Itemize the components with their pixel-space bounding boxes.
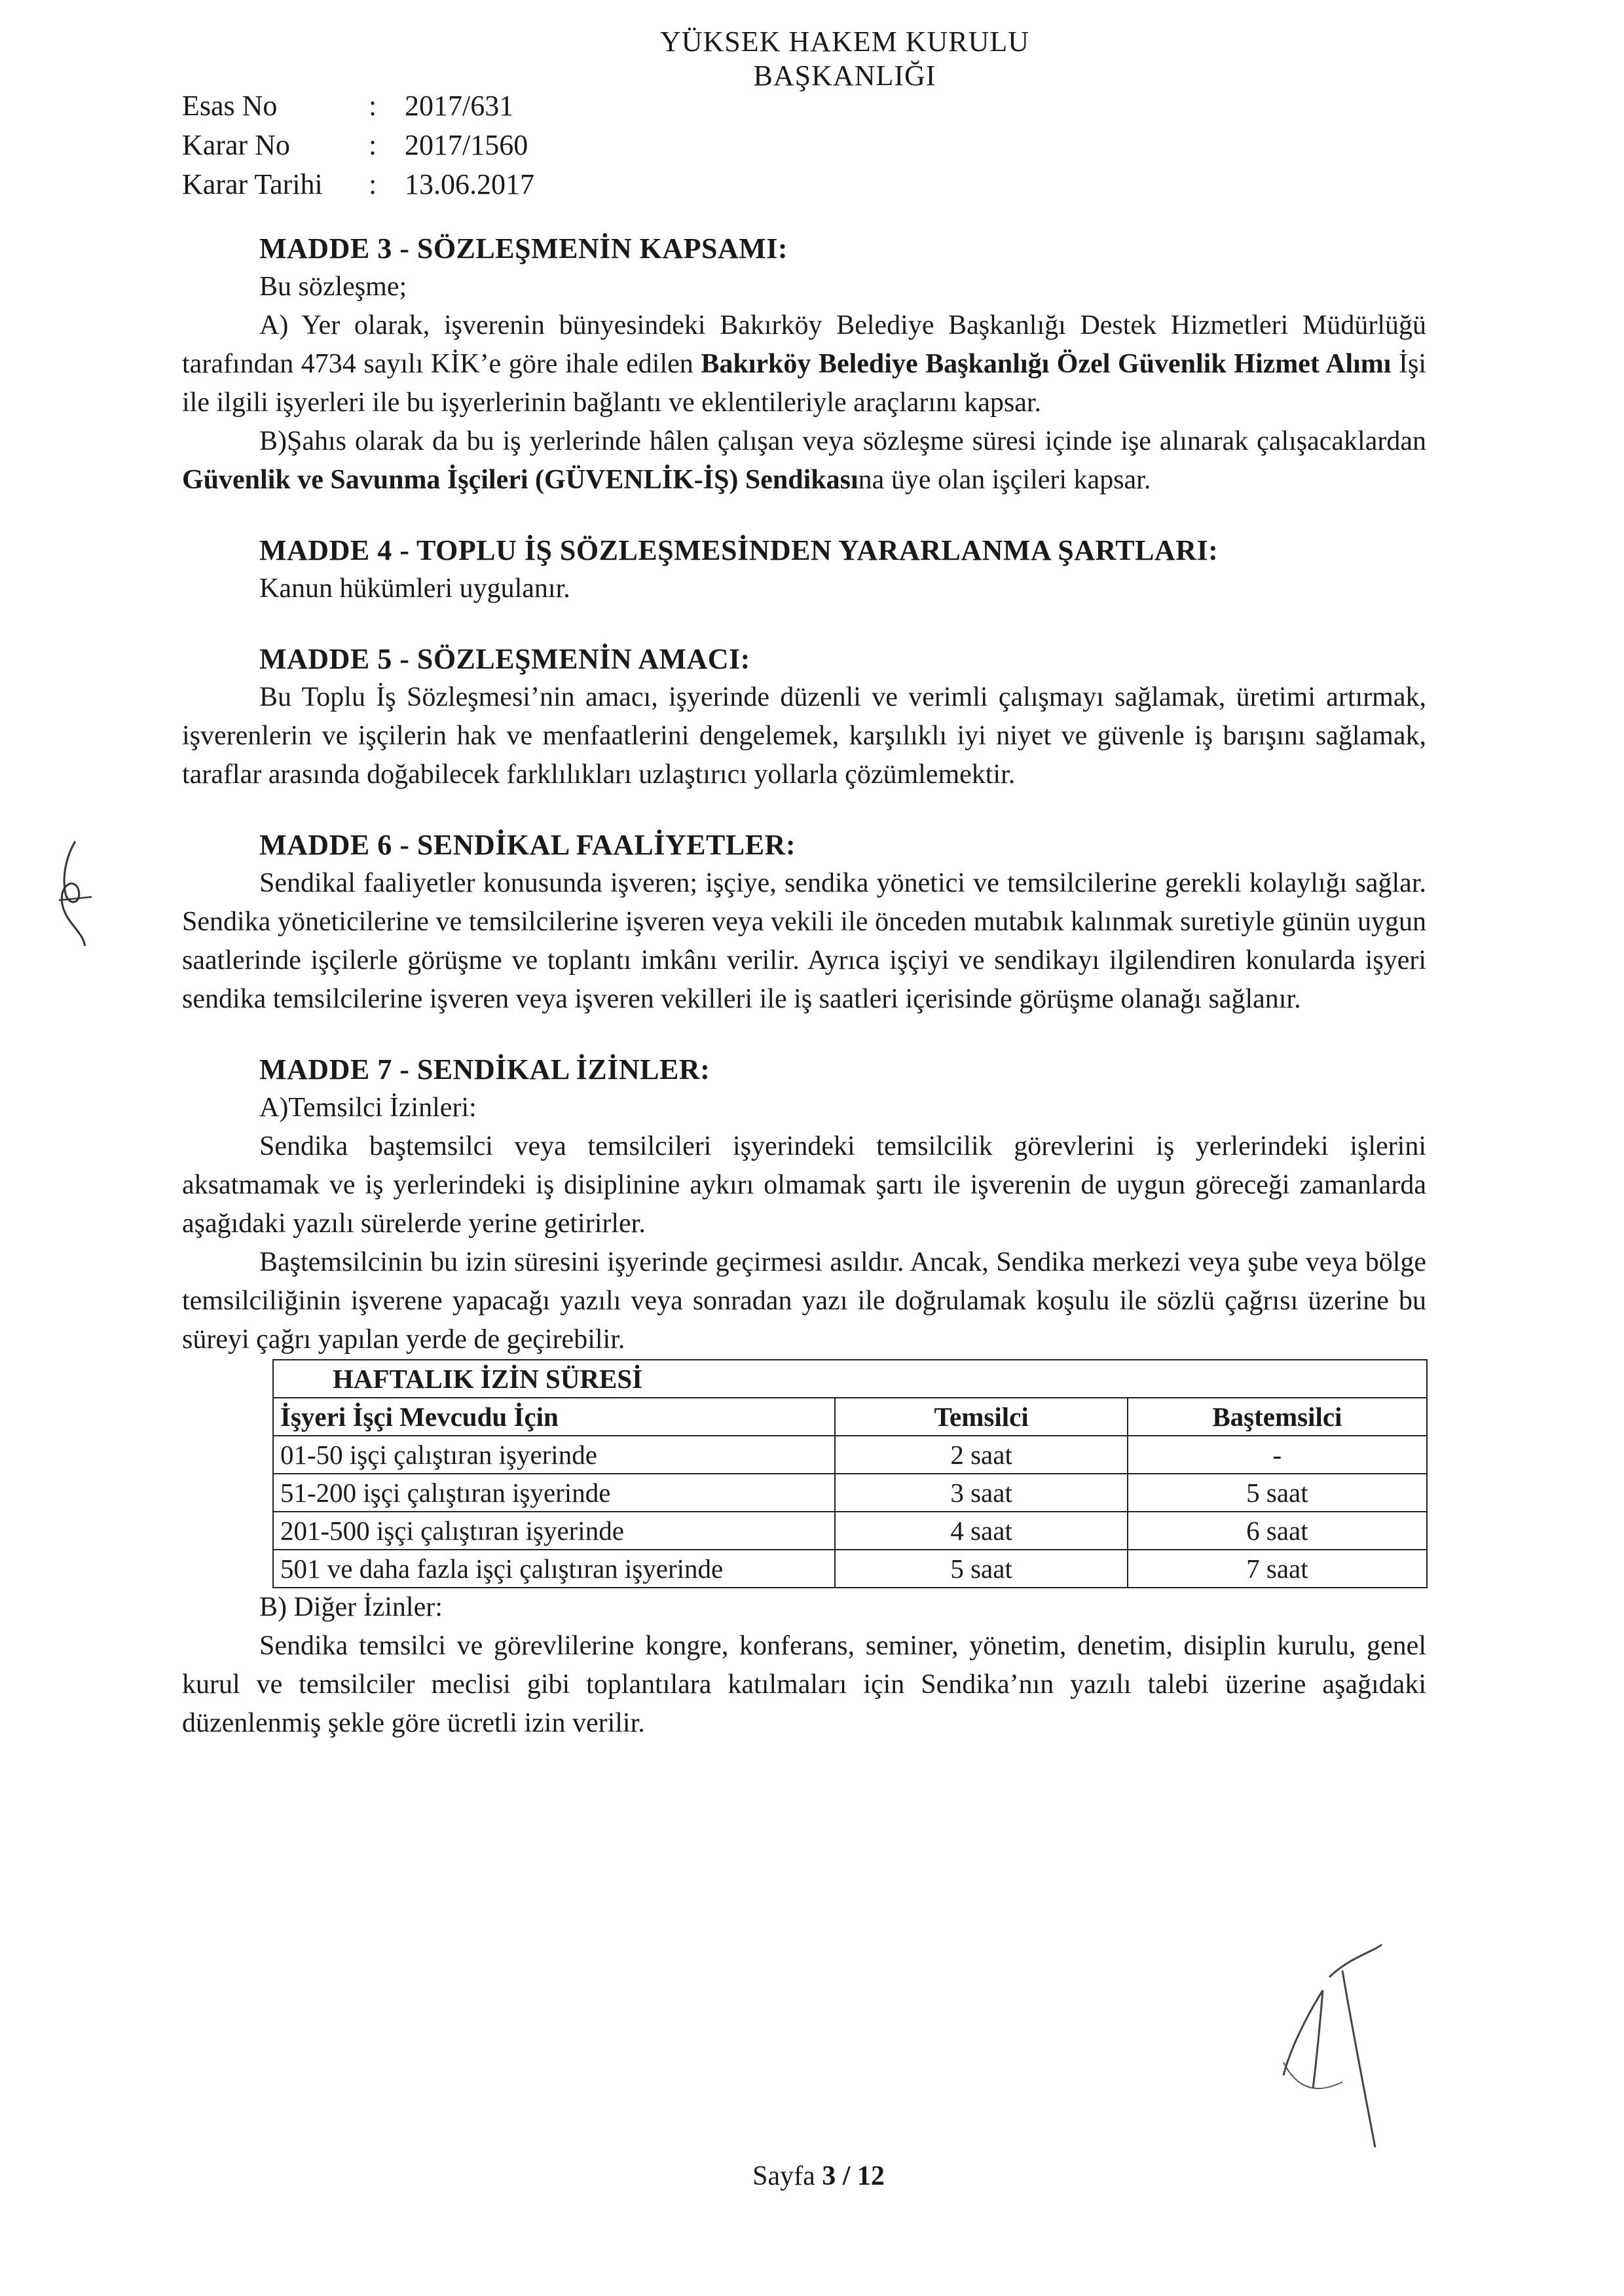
table-cell: 6 saat <box>1128 1512 1427 1550</box>
madde-6-text: Sendikal faaliyetler konusunda işveren; işçiye, sendika yönetici ve temsilcilerine gerekli kolaylığı sağlar. Sendika yöneticilerine ve temsilcilerine işveren veya vekili ile önceden mutabık kalınmak suretiyle günün uygun saatlerinde işçilerle görüşme ve toplantı imkânı verilir. Ayrıca işçiyi ve sendikayı ilgilendiren konularda işyeri sendika temsilcilerine işveren veya işveren vekilleri ile iş saatleri içerisinde görüşme olanağı sağlanır. <box>182 868 1426 1014</box>
esas-no-value: 2017/631 <box>405 90 514 122</box>
clause-a-text: A) Yer olarak, işverenin bünyesindeki Bakırköy Belediye Başkanlığı Destek Hizmetleri Müdürlüğü tarafından 4734 sayılı KİK’e göre ihale edilen <box>182 310 1426 379</box>
header-bastemsilci: Baştemsilci <box>1128 1398 1427 1436</box>
madde-3-title: MADDE 3 - SÖZLEŞMENİN KAPSAMI: <box>259 232 788 264</box>
margin-initials-signature <box>46 838 105 949</box>
org-department: BAŞKANLIĞI <box>753 60 936 92</box>
karar-tarihi-value: 13.06.2017 <box>405 168 534 200</box>
table-cell: - <box>1128 1436 1427 1474</box>
madde-7-a-heading: A)Temsilci İzinleri: <box>259 1093 477 1123</box>
spacer <box>182 500 1426 531</box>
madde-5-text: Bu Toplu İş Sözleşmesi’nin amacı, işyerinde düzenli ve verimli çalışmayı sağlamak, üretimi artırmak, işverenlerin ve işçilerin hak ve menfaatlerini dengelemek, karşılıklı iyi niyet ve güvenle iş barışını sağlamak, taraflar arasında doğabilecek farklılıkları uzlaştırıcı yollarla çözümlemektir. <box>182 682 1426 790</box>
table-cell: 2 saat <box>835 1436 1127 1474</box>
madde-3-clause-b <box>182 422 1426 500</box>
karar-no-label: Karar No <box>182 129 290 161</box>
document-body <box>182 229 1426 1743</box>
header-organization <box>550 25 1139 93</box>
meta-colon: : <box>369 129 377 161</box>
signature-bottom-right <box>1244 1931 1441 2167</box>
clause-b-text: B)Şahıs olarak da bu iş yerlerinde hâlen çalışan veya sözleşme süresi içinde işe alınarak çalışacaklardan <box>259 426 1426 456</box>
meta-colon: : <box>369 168 377 200</box>
clause-b-tail: na üye olan işçileri kapsar. <box>858 465 1151 495</box>
madde-5-title: MADDE 5 - SÖZLEŞMENİN AMACI: <box>259 643 750 675</box>
clause-a-tail: İşi ile ilgili işyerleri ile bu işyerlerinin bağlantı ve eklentileriyle araçlarını kapsar. <box>182 349 1427 418</box>
madde-3-clause-a <box>182 306 1426 422</box>
madde-7-a-paragraph-2: Baştemsilcinin bu izin süresini işyerinde geçirmesi asıldır. Ancak, Sendika merkezi veya şube veya bölge temsilciliğinin işverene yapacağı yazılı veya sonradan yazı ile doğrulamak koşulu ile sözlü çağrısı üzerine bu süreyi çağrı yapılan yerde de geçirebilir. <box>182 1247 1426 1355</box>
page-current: 3 <box>822 2161 836 2191</box>
table-row <box>273 1512 1427 1550</box>
table-cell: 7 saat <box>1128 1550 1427 1588</box>
case-meta-row-esas <box>182 86 534 126</box>
page-total: 12 <box>857 2161 885 2191</box>
madde-6-title: MADDE 6 - SENDİKAL FAALİYETLER: <box>259 829 796 861</box>
table-cell: 3 saat <box>835 1474 1127 1512</box>
karar-no-value: 2017/1560 <box>405 129 528 161</box>
table-cell: 01-50 işçi çalıştıran işyerinde <box>273 1436 835 1474</box>
meta-colon: : <box>369 90 377 122</box>
clause-b-bold: Güvenlik ve Savunma İşçileri (GÜVENLİK-İŞ) Sendikası <box>182 465 858 495</box>
spacer <box>182 608 1426 640</box>
madde-7-b-heading: B) Diğer İzinler: <box>259 1592 443 1622</box>
header-temsilci: Temsilci <box>835 1398 1127 1436</box>
table-header-row <box>273 1398 1427 1436</box>
table-row <box>273 1474 1427 1512</box>
madde-3-intro: Bu sözleşme; <box>259 272 407 302</box>
table-cell: 201-500 işçi çalıştıran işyerinde <box>273 1512 835 1550</box>
weekly-leave-table <box>272 1359 1428 1588</box>
table-cell: 5 saat <box>835 1550 1127 1588</box>
table-row <box>273 1436 1427 1474</box>
spacer <box>182 794 1426 826</box>
table-row <box>273 1550 1427 1588</box>
table-title-row <box>273 1360 1427 1398</box>
table-cell: 501 ve daha fazla işçi çalıştıran işyerinde <box>273 1550 835 1588</box>
table-cell: 4 saat <box>835 1512 1127 1550</box>
spacer <box>182 1019 1426 1050</box>
page-footer <box>720 2160 917 2192</box>
madde-4-title: MADDE 4 - TOPLU İŞ SÖZLEŞMESİNDEN YARARLANMA ŞARTLARI: <box>259 534 1219 566</box>
case-meta-row-tarih <box>182 165 534 204</box>
madde-4-text: Kanun hükümleri uygulanır. <box>259 574 570 604</box>
madde-7-a-paragraph-1: Sendika baştemsilci veya temsilcileri işyerindeki temsilcilik görevlerini iş yerlerindeki işlerini aksatmamak ve iş yerlerindeki iş disiplinine aykırı olmamak şartı ile işverenin de uygun göreceği zamanlarda aşağıdaki yazılı sürelerde yerine getirirler. <box>182 1131 1426 1239</box>
esas-no-label: Esas No <box>182 90 278 122</box>
madde-7-title: MADDE 7 - SENDİKAL İZİNLER: <box>259 1053 710 1085</box>
table-cell: 51-200 işçi çalıştıran işyerinde <box>273 1474 835 1512</box>
karar-tarihi-label: Karar Tarihi <box>182 168 323 200</box>
madde-7-b-paragraph-1: Sendika temsilci ve görevlilerine kongre, konferans, seminer, yönetim, denetim, disiplin kurulu, genel kurul ve temsilciler meclisi gibi toplantılara katılmaları için Sendika’nın yazılı talebi üzerine aşağıdaki düzenlenmiş şekle göre ücretli izin verilir. <box>182 1631 1426 1738</box>
table-title: HAFTALIK İZİN SÜRESİ <box>273 1360 1427 1398</box>
org-name: YÜKSEK HAKEM KURULU <box>659 26 1030 58</box>
case-metadata <box>182 86 534 204</box>
clause-a-bold: Bakırköy Belediye Başkanlığı Özel Güvenlik Hizmet Alımı <box>701 349 1392 379</box>
table-cell: 5 saat <box>1128 1474 1427 1512</box>
header-isyeri: İşyeri İşçi Mevcudu İçin <box>273 1398 835 1436</box>
case-meta-row-karar <box>182 126 534 165</box>
page-label: Sayfa <box>752 2161 815 2191</box>
page-separator: / <box>842 2161 851 2191</box>
